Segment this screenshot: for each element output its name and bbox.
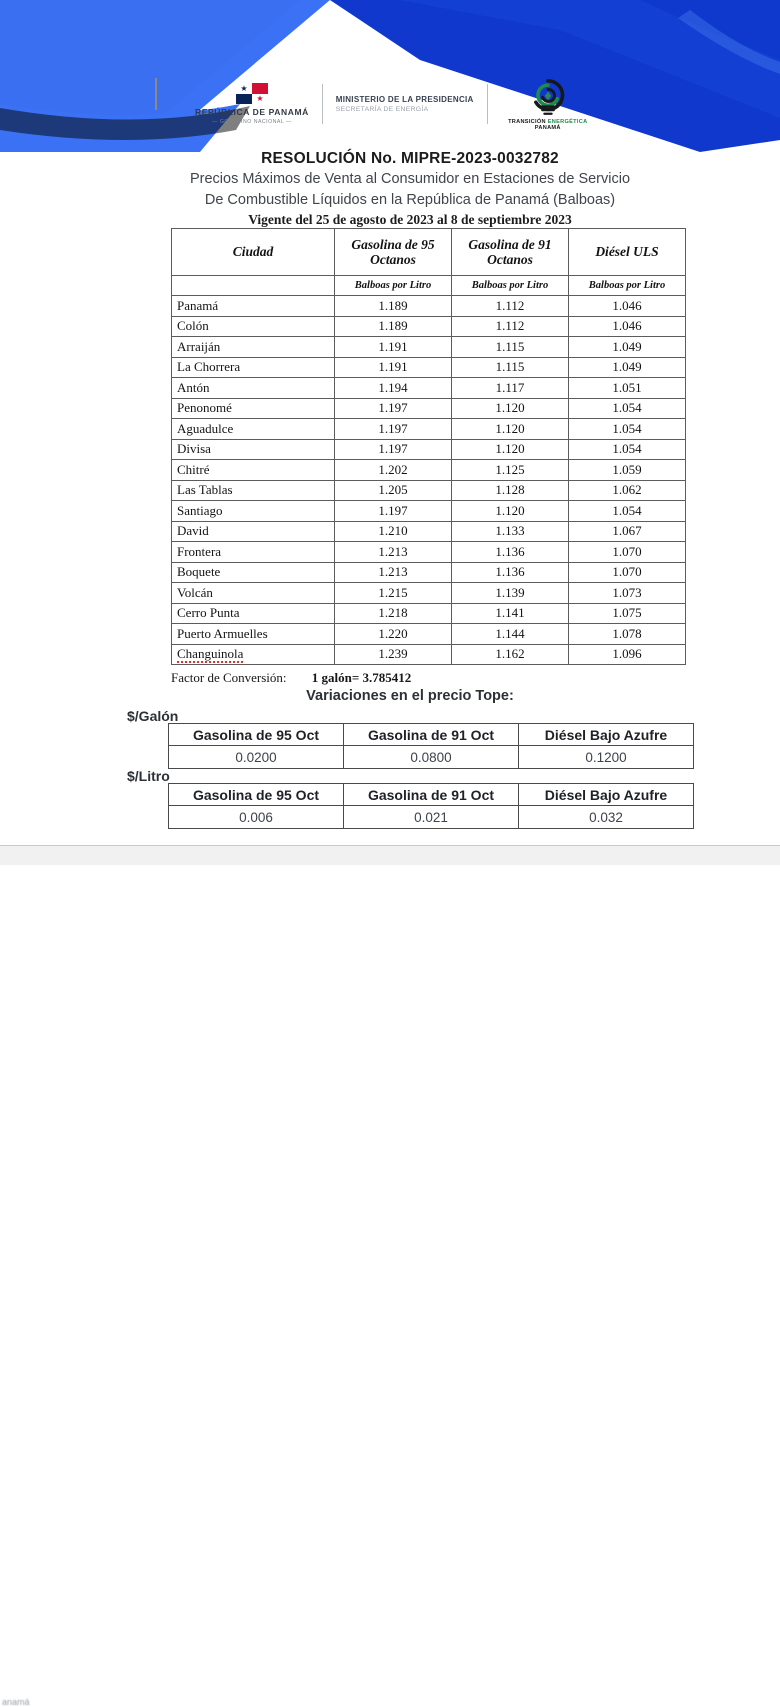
cell-gasolina-91: 1.139 xyxy=(452,583,569,604)
table-row xyxy=(169,746,694,769)
cell-diesel: 1.054 xyxy=(569,419,686,440)
table-row xyxy=(172,378,686,399)
cell-city: Las Tablas xyxy=(172,480,335,501)
cell-city: Boquete xyxy=(172,562,335,583)
document-heading xyxy=(110,150,710,228)
unit-label-litro: $/Litro xyxy=(127,768,170,784)
cell-gasolina-91: 1.120 xyxy=(452,419,569,440)
table-row xyxy=(172,480,686,501)
cell-city xyxy=(172,644,335,665)
cell-gasolina-95: 1.213 xyxy=(335,542,452,563)
cell-gasolina-91: 1.117 xyxy=(452,378,569,399)
cell-diesel: 1.049 xyxy=(569,337,686,358)
cell-gasolina-91: 1.112 xyxy=(452,316,569,337)
fuel-price-table-wrapper xyxy=(171,228,685,665)
table-row xyxy=(172,419,686,440)
cell-diesel: 1.067 xyxy=(569,521,686,542)
table-row xyxy=(172,316,686,337)
cell-gasolina-95: 1.189 xyxy=(335,296,452,317)
cell-gasolina-95: 1.215 xyxy=(335,583,452,604)
cell-diesel: 1.070 xyxy=(569,562,686,583)
litro-value-g91: 0.021 xyxy=(344,806,519,829)
subtitle-line-2: De Combustible Líquidos en la República de Panamá (Balboas) xyxy=(204,192,616,209)
cell-gasolina-95: 1.239 xyxy=(335,644,452,665)
table-row xyxy=(172,521,686,542)
cell-city: Aguadulce xyxy=(172,419,335,440)
cell-city: Panamá xyxy=(172,296,335,317)
variation-litro-body xyxy=(169,806,694,829)
resolution-title: RESOLUCIÓN No. MIPRE-2023-0032782 xyxy=(261,150,559,167)
table-row xyxy=(172,337,686,358)
variations-title: Variaciones en el precio Tope: xyxy=(306,688,514,704)
litro-header-g95: Gasolina de 95 Oct xyxy=(169,784,344,806)
viewer-bottom-text: anamá xyxy=(2,1697,30,1707)
table-row xyxy=(172,398,686,419)
logo-panama-subtitle: — GOBIERNO NACIONAL — xyxy=(212,118,292,125)
litro-header-g91: Gasolina de 91 Oct xyxy=(344,784,519,806)
energy-swirl-icon xyxy=(526,78,570,118)
cell-gasolina-95: 1.189 xyxy=(335,316,452,337)
ministerio-line1: MINISTERIO DE LA PRESIDENCIA xyxy=(335,95,474,104)
cell-gasolina-91: 1.115 xyxy=(452,337,569,358)
cell-diesel: 1.046 xyxy=(569,316,686,337)
units-g95: Balboas por Litro xyxy=(335,276,452,296)
table-header-row xyxy=(169,784,694,806)
variation-litro-head xyxy=(169,784,694,806)
cell-gasolina-95: 1.202 xyxy=(335,460,452,481)
cell-city: Arraiján xyxy=(172,337,335,358)
table-header-row xyxy=(172,229,686,276)
table-row xyxy=(169,806,694,829)
table-head xyxy=(172,229,686,296)
cell-city: Divisa xyxy=(172,439,335,460)
galon-value-g91: 0.0800 xyxy=(344,746,519,769)
cell-gasolina-95: 1.213 xyxy=(335,562,452,583)
cell-city: La Chorrera xyxy=(172,357,335,378)
table-units-row xyxy=(172,276,686,296)
table-row xyxy=(172,357,686,378)
header-g95-l2: Octanos xyxy=(370,252,416,267)
cell-gasolina-95: 1.205 xyxy=(335,480,452,501)
transicion-word2: ENERGÉTICA xyxy=(547,118,588,125)
cell-city: Frontera xyxy=(172,542,335,563)
cell-gasolina-91: 1.141 xyxy=(452,603,569,624)
table-row xyxy=(172,501,686,522)
logo-republica-de-panama xyxy=(195,83,309,125)
variation-table-galon xyxy=(168,723,694,769)
cell-diesel: 1.054 xyxy=(569,501,686,522)
cell-gasolina-95: 1.191 xyxy=(335,337,452,358)
cell-gasolina-91: 1.120 xyxy=(452,439,569,460)
subtitle-line-1: Precios Máximos de Venta al Consumidor en Estaciones de Servicio xyxy=(189,171,631,187)
ministerio-line2: SECRETARÍA DE ENERGÍA xyxy=(335,106,429,113)
variation-galon-head xyxy=(169,724,694,746)
header-ciudad-l1: Ciudad xyxy=(232,244,274,260)
header-g91-l1: Gasolina de 91 xyxy=(468,236,552,252)
table-body xyxy=(172,296,686,665)
logo-panama-title: REPÚBLICA DE PANAMÁ xyxy=(195,107,309,118)
cell-gasolina-91: 1.120 xyxy=(452,398,569,419)
cell-city: Santiago xyxy=(172,501,335,522)
cell-gasolina-91: 1.112 xyxy=(452,296,569,317)
header-ciudad xyxy=(172,229,335,276)
cell-diesel: 1.070 xyxy=(569,542,686,563)
cell-city: Volcán xyxy=(172,583,335,604)
cell-gasolina-91: 1.162 xyxy=(452,644,569,665)
cell-gasolina-95: 1.197 xyxy=(335,398,452,419)
conversion-factor-line xyxy=(171,670,411,686)
litro-value-diesel: 0.032 xyxy=(519,806,694,829)
validity-period: Vigente del 25 de agosto de 2023 al 8 de septiembre 2023 xyxy=(248,212,572,228)
cell-gasolina-95: 1.210 xyxy=(335,521,452,542)
cell-gasolina-95: 1.220 xyxy=(335,624,452,645)
table-row xyxy=(172,562,686,583)
header-gasolina-91 xyxy=(452,229,569,276)
table-row xyxy=(172,296,686,317)
units-diesel: Balboas por Litro xyxy=(569,276,686,296)
cell-diesel: 1.078 xyxy=(569,624,686,645)
cell-diesel: 1.054 xyxy=(569,439,686,460)
table-row xyxy=(172,583,686,604)
cell-diesel: 1.051 xyxy=(569,378,686,399)
cell-gasolina-91: 1.120 xyxy=(452,501,569,522)
cell-gasolina-95: 1.218 xyxy=(335,603,452,624)
cell-gasolina-91: 1.128 xyxy=(452,480,569,501)
header-diesel-l1: Diésel ULS xyxy=(595,244,659,260)
cell-gasolina-91: 1.136 xyxy=(452,542,569,563)
cell-diesel: 1.073 xyxy=(569,583,686,604)
cell-gasolina-95: 1.197 xyxy=(335,419,452,440)
header-g95-l1: Gasolina de 95 xyxy=(351,236,435,252)
cell-gasolina-95: 1.191 xyxy=(335,357,452,378)
units-g91: Balboas por Litro xyxy=(452,276,569,296)
header-gasolina-95 xyxy=(335,229,452,276)
litro-value-g95: 0.006 xyxy=(169,806,344,829)
cell-diesel: 1.059 xyxy=(569,460,686,481)
table-row xyxy=(172,644,686,665)
spellcheck-underline: Changuinola xyxy=(177,646,244,662)
cell-city: Penonomé xyxy=(172,398,335,419)
conversion-factor-label: Factor de Conversión: xyxy=(171,670,287,685)
cell-gasolina-91: 1.115 xyxy=(452,357,569,378)
cell-city: Cerro Punta xyxy=(172,603,335,624)
cell-gasolina-91: 1.144 xyxy=(452,624,569,645)
cell-gasolina-91: 1.125 xyxy=(452,460,569,481)
table-row xyxy=(172,603,686,624)
units-ciudad xyxy=(172,276,335,296)
logo-divider-2 xyxy=(487,84,488,124)
galon-value-diesel: 0.1200 xyxy=(519,746,694,769)
cell-city: Colón xyxy=(172,316,335,337)
logo-transicion-energetica xyxy=(501,78,596,131)
logo-divider-1 xyxy=(322,84,323,124)
fuel-price-table xyxy=(171,228,686,665)
cell-city: Chitré xyxy=(172,460,335,481)
viewer-bottom-bar xyxy=(0,846,780,1707)
transicion-word1: TRANSICIÓN xyxy=(508,118,546,125)
cell-city: Antón xyxy=(172,378,335,399)
variation-galon-body xyxy=(169,746,694,769)
cell-gasolina-95: 1.197 xyxy=(335,439,452,460)
cell-gasolina-91: 1.133 xyxy=(452,521,569,542)
header-diesel-uls xyxy=(569,229,686,276)
cell-gasolina-95: 1.194 xyxy=(335,378,452,399)
logo-ministerio xyxy=(336,95,474,113)
cell-diesel: 1.062 xyxy=(569,480,686,501)
transicion-line2: PANAMÁ xyxy=(534,124,561,131)
galon-header-g91: Gasolina de 91 Oct xyxy=(344,724,519,746)
cell-diesel: 1.046 xyxy=(569,296,686,317)
galon-header-diesel: Diésel Bajo Azufre xyxy=(519,724,694,746)
galon-value-g95: 0.0200 xyxy=(169,746,344,769)
table-row xyxy=(172,542,686,563)
variation-table-litro xyxy=(168,783,694,829)
cell-city: David xyxy=(172,521,335,542)
unit-label-galon: $/Galón xyxy=(127,708,179,724)
cell-city: Puerto Armuelles xyxy=(172,624,335,645)
header-rule-tick xyxy=(155,78,157,110)
header-g91-l2: Octanos xyxy=(487,252,533,267)
table-header-row xyxy=(169,724,694,746)
cell-gasolina-91: 1.136 xyxy=(452,562,569,583)
cell-diesel: 1.075 xyxy=(569,603,686,624)
cell-diesel: 1.049 xyxy=(569,357,686,378)
cell-diesel: 1.054 xyxy=(569,398,686,419)
galon-header-g95: Gasolina de 95 Oct xyxy=(169,724,344,746)
table-row xyxy=(172,624,686,645)
table-row xyxy=(172,439,686,460)
cell-diesel: 1.096 xyxy=(569,644,686,665)
conversion-factor-value: 1 galón= 3.785412 xyxy=(311,670,412,685)
panama-flag-icon: ★ ★ xyxy=(236,83,268,104)
institutional-logo-row xyxy=(195,70,595,138)
cell-gasolina-95: 1.197 xyxy=(335,501,452,522)
litro-header-diesel: Diésel Bajo Azufre xyxy=(519,784,694,806)
table-row xyxy=(172,460,686,481)
